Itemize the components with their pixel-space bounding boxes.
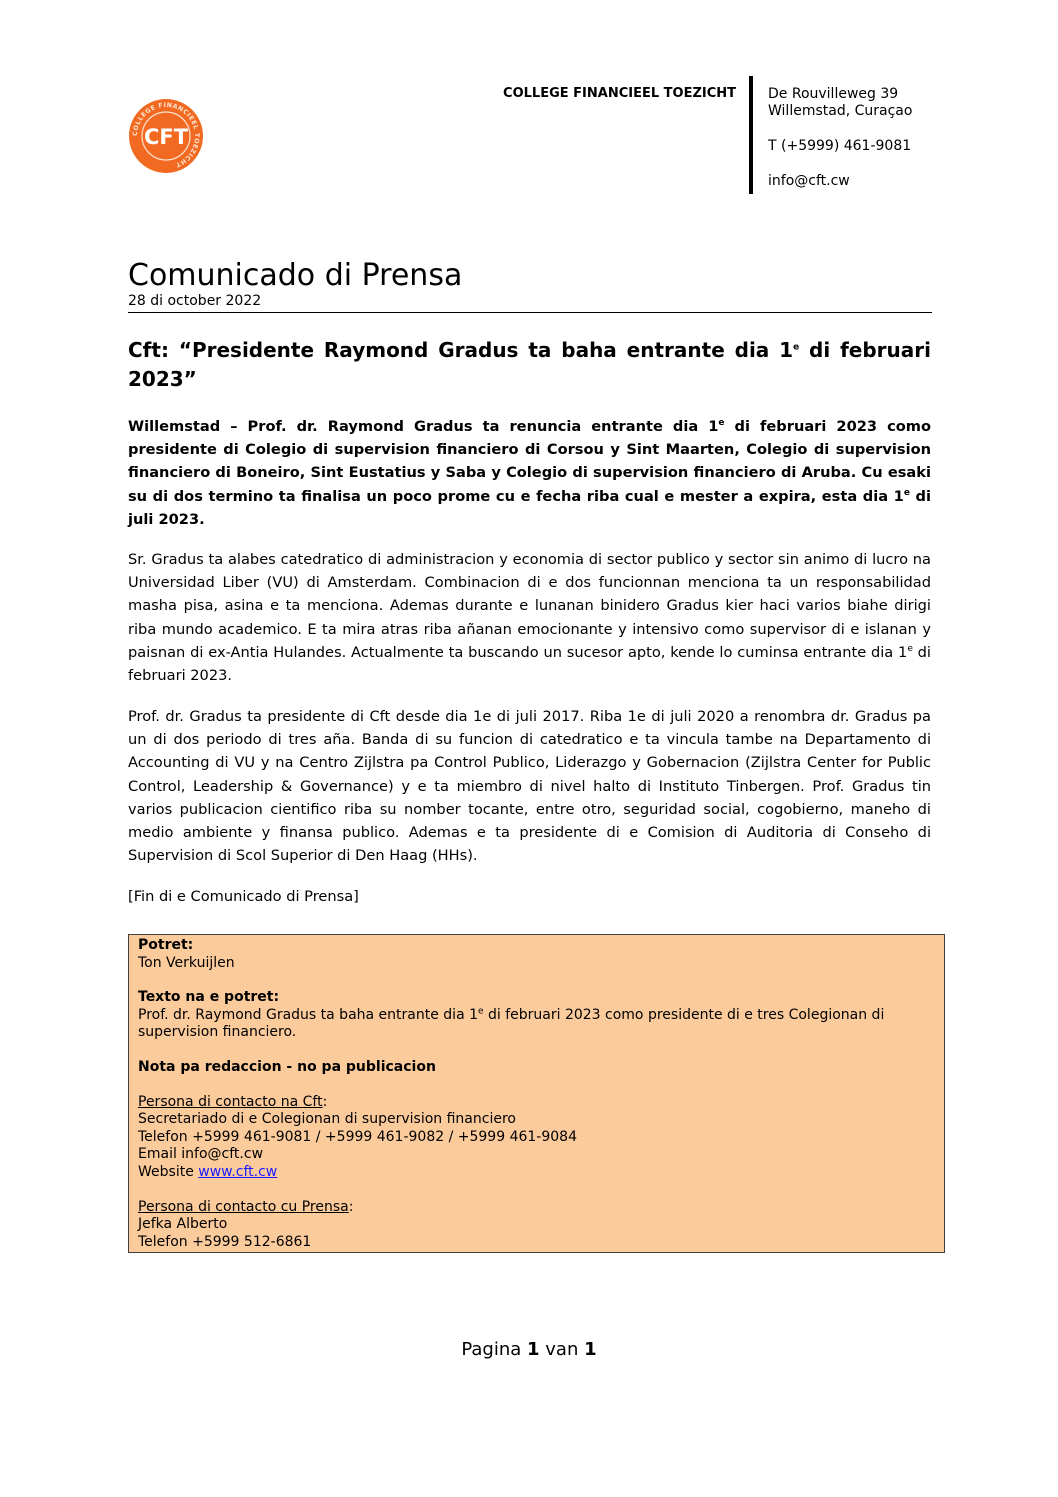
editor-note-label: Nota pa redaccion - no pa publicacion [138, 1058, 436, 1075]
body-paragraph-1: Sr. Gradus ta alabes catedratico di administracion y economia di sector publico y sector sin animo di lucro na Universidad Liber (VU) di Amsterdam. Combinacion di e dos funcionnan menciona ta un responsabilidad masha pisa, asina e ta menciona. Ademas durante e lunanan binidero Gradus kier haci varios biahe dirigi riba mundo academico. E ta mira atras riba añanan emocionante y intensivo como supervisor di e islanan y paisnan di ex-Antia Hulandes. Actualmente ta buscando un sucesor apto, kende lo cuminsa entrante dia 1e di februari 2023. [128, 551, 931, 685]
body-paragraph-2: Prof. dr. Gradus ta presidente di Cft desde dia 1e di juli 2017. Riba 1e di juli 2020 a renombra dr. Gradus pa un di dos periodo di tres aña. Banda di su funcion di catedratico e ta vincula tambe na Departamento di Accounting di VU y na Centro Zijlstra pa Control Publico, Liderazgo y Gobernacion (Zijlstra Center for Public Control, Leadership & Governance) y e ta miembro di nivel halto di Instituto Tinbergen. Prof. Gradus tin varios publicacion cientifico riba su nomber tocante, entre otro, seguridad social, cogobierno, maneho di medio ambiente y finansa publico. Ademas e ta presidente di e Comision di Auditoria di Conseho di Supervision di Scol Superior di Den Haag (HHs). [128, 708, 931, 865]
website-link[interactable]: www.cft.cw [198, 1163, 278, 1180]
address-street: De Rouvilleweg 39 [768, 86, 899, 102]
document-title: Comunicado di Prensa [128, 258, 463, 293]
caption-text: Prof. dr. Raymond Gradus ta baha entrante dia 1e di februari 2023 como presidente di e tres Colegionan di supervision financiero. [138, 1006, 885, 1041]
cft-logo [128, 98, 204, 174]
press-contact-label: Persona di contacto cu Prensa: [138, 1198, 354, 1215]
lead-paragraph: Willemstad – Prof. dr. Raymond Gradus ta renuncia entrante dia 1e di februari 2023 como presidente di Colegio di supervision financiero di Corsou y Sint Maarten, Colegio di supervision financiero di Boneiro, Sint Eustatius y Saba y Colegio di supervision financiero di Aruba. Cu esaki su di dos termino ta finalisa un poco prome cu e fecha riba cual e mester a expira, esta dia 1e di juli 2023. [128, 418, 932, 528]
press-contact-name: Jefka Alberto [138, 1216, 228, 1233]
cft-contact-org: Secretariado di e Colegionan di supervision financiero [138, 1111, 516, 1128]
header-divider [749, 76, 753, 194]
photo-credit: Ton Verkuijlen [138, 954, 235, 971]
document-date: 28 di october 2022 [128, 293, 262, 309]
cft-contact-phone: Telefon +5999 461-9081 / +5999 461-9082 / +5999 461-9084 [138, 1128, 577, 1145]
info-box [128, 934, 945, 1253]
organization-name: COLLEGE FINANCIEEL TOEZICHT [503, 86, 736, 101]
page-number: Pagina 1 van 1 [461, 1339, 597, 1360]
header-phone: T (+5999) 461-9081 [768, 138, 912, 154]
logo-text: CFT [143, 125, 189, 149]
end-note: [Fin di e Comunicado di Prensa] [128, 888, 359, 905]
logo-ring-text: COLLEGE FINANCIEEL TOEZICHT [131, 101, 201, 169]
address-block [768, 86, 912, 190]
caption-label: Texto na e potret: [138, 989, 280, 1006]
press-contact-phone: Telefon +5999 512-6861 [138, 1233, 312, 1250]
cft-contact-website: Website www.cft.cw [138, 1163, 278, 1180]
cft-contact-label: Persona di contacto na Cft: [138, 1093, 328, 1110]
cft-contact-email: Email info@cft.cw [138, 1146, 264, 1163]
headline: Cft: “Presidente Raymond Gradus ta baha entrante dia 1e di februari 2023” [128, 338, 931, 391]
title-rule [128, 312, 932, 313]
photo-label: Potret: [138, 937, 194, 953]
address-city: Willemstad, Curaçao [768, 103, 913, 119]
header-email: info@cft.cw [768, 173, 850, 189]
